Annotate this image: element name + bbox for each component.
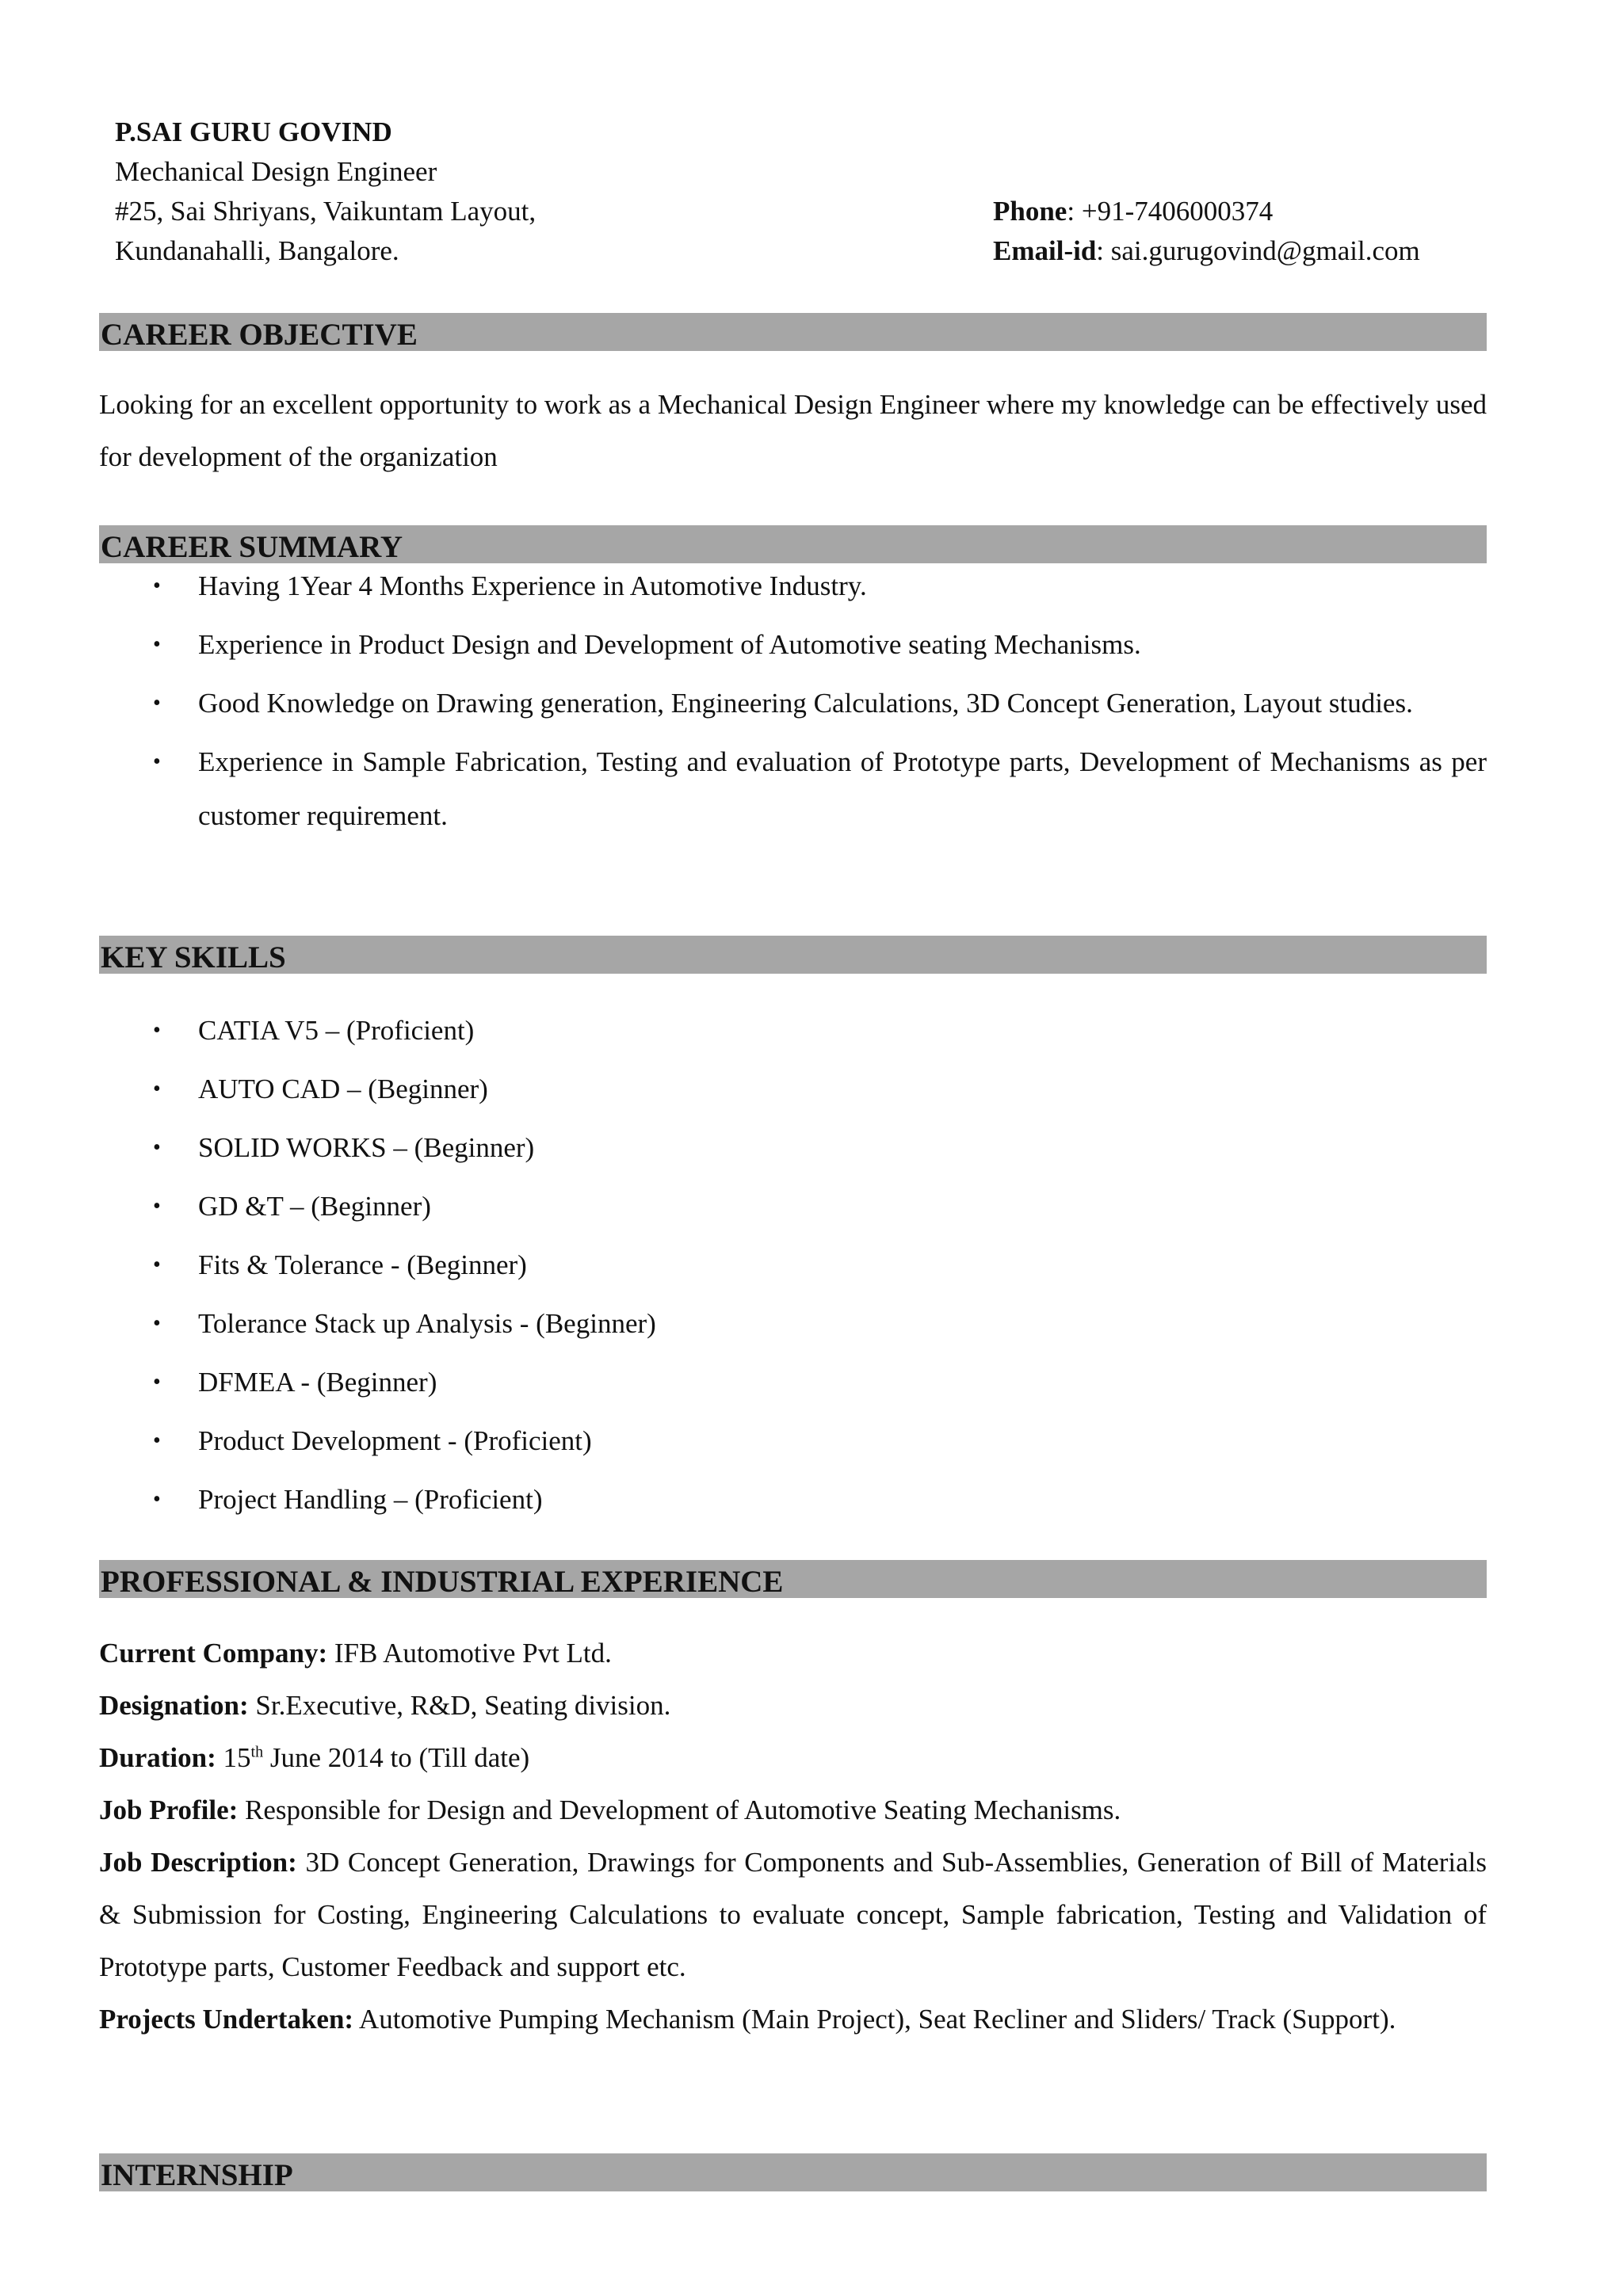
skill-text: DFMEA - (Beginner) (198, 1367, 437, 1398)
summary-text: Experience in Product Design and Development of Automotive seating Mechanisms. (198, 629, 1141, 660)
list-item (99, 618, 1487, 672)
duration-line (99, 1732, 1487, 1784)
duration-day: 15 (216, 1742, 251, 1773)
bullet-icon: • (153, 749, 161, 774)
duration-suffix: th (250, 1743, 264, 1761)
bullet-icon: • (153, 1370, 161, 1394)
key-skills-list (99, 1001, 1487, 1529)
bullet-icon: • (153, 1428, 161, 1453)
career-summary-list (99, 559, 1487, 848)
duration-rest: June 2014 to (Till date) (263, 1742, 530, 1773)
job-description-value: 3D Concept Generation, Drawings for Components and Sub-Assemblies, Generation of Bill of Materials & Submission for Costing, Engineering Calculations to evaluate concept, Sample fabrication, Testing and Validation of Prototype parts, Customer Feedback and support etc. (99, 1847, 1487, 1982)
skill-text: SOLID WORKS – (Beginner) (198, 1132, 535, 1163)
list-item (99, 1412, 1487, 1470)
duration-label: Duration: (99, 1742, 216, 1773)
career-summary-heading: CAREER SUMMARY (99, 525, 1487, 563)
address-line-1: #25, Sai Shriyans, Vaikuntam Layout, (115, 196, 537, 227)
career-objective-text: Looking for an excellent opportunity to work as a Mechanical Design Engineer where my knowledge can be effectively used for development of the organization (99, 389, 1487, 472)
address-line-2: Kundanahalli, Bangalore. (115, 235, 399, 266)
list-item (99, 735, 1487, 843)
skill-text: AUTO CAD – (Beginner) (198, 1074, 488, 1104)
designation-value: Sr.Executive, R&D, Seating division. (248, 1690, 671, 1721)
designation-label: Designation: (99, 1690, 249, 1721)
summary-text: Experience in Sample Fabrication, Testing and evaluation of Prototype parts, Development of Mechanisms as per customer requirement. (198, 746, 1487, 831)
bullet-icon: • (153, 1311, 161, 1336)
email-label: Email-id (993, 235, 1097, 266)
bullet-icon: • (153, 574, 161, 598)
skill-text: Fits & Tolerance - (Beginner) (198, 1249, 527, 1280)
phone-line (993, 192, 1273, 231)
projects-label: Projects Undertaken: (99, 2004, 354, 2035)
skill-text: GD &T – (Beginner) (198, 1191, 431, 1222)
skill-text: Project Handling – (Proficient) (198, 1484, 543, 1515)
job-profile-label: Job Profile: (99, 1794, 239, 1825)
bullet-icon: • (153, 1135, 161, 1160)
job-profile-line (99, 1784, 1487, 1836)
bullet-icon: • (153, 1194, 161, 1219)
phone-label: Phone (993, 196, 1067, 227)
list-item (99, 1119, 1487, 1177)
bullet-icon: • (153, 691, 161, 715)
resume-header (115, 113, 1494, 271)
bullet-icon: • (153, 1487, 161, 1512)
company-value: IFB Automotive Pvt Ltd. (327, 1638, 612, 1669)
candidate-name: P.SAI GURU GOVIND (115, 116, 392, 147)
bullet-icon: • (153, 1253, 161, 1277)
skill-text: CATIA V5 – (Proficient) (198, 1015, 475, 1046)
experience-details (99, 1627, 1487, 2046)
list-item (99, 677, 1487, 730)
bullet-icon: • (153, 632, 161, 657)
candidate-title: Mechanical Design Engineer (115, 156, 437, 187)
key-skills-heading: KEY SKILLS (99, 936, 1487, 974)
email-line (993, 231, 1420, 271)
list-item (99, 1060, 1487, 1119)
list-item (99, 1353, 1487, 1412)
job-profile-value: Responsible for Design and Development of Automotive Seating Mechanisms. (238, 1794, 1121, 1825)
bullet-icon: • (153, 1077, 161, 1101)
phone-value: : +91-7406000374 (1067, 196, 1274, 227)
email-value: : sai.gurugovind@gmail.com (1096, 235, 1420, 266)
list-item (99, 1470, 1487, 1529)
summary-text: Having 1Year 4 Months Experience in Automotive Industry. (198, 570, 867, 601)
company-line (99, 1627, 1487, 1680)
list-item (99, 1177, 1487, 1236)
list-item (99, 559, 1487, 613)
career-objective-heading: CAREER OBJECTIVE (99, 313, 1487, 351)
list-item (99, 1236, 1487, 1295)
job-description-line (99, 1836, 1487, 1993)
list-item (99, 1295, 1487, 1353)
projects-value: Automotive Pumping Mechanism (Main Project), Seat Recliner and Sliders/ Track (Support). (353, 2004, 1396, 2035)
experience-heading: PROFESSIONAL & INDUSTRIAL EXPERIENCE (99, 1560, 1487, 1598)
internship-heading: INTERNSHIP (99, 2153, 1487, 2191)
skill-text: Product Development - (Proficient) (198, 1425, 592, 1456)
projects-line (99, 1993, 1487, 2046)
summary-text: Good Knowledge on Drawing generation, Engineering Calculations, 3D Concept Generation, Layout studies. (198, 688, 1413, 719)
designation-line (99, 1680, 1487, 1732)
company-label: Current Company: (99, 1638, 328, 1669)
header-row-2 (115, 231, 1494, 271)
skill-text: Tolerance Stack up Analysis - (Beginner) (198, 1308, 656, 1339)
list-item (99, 1001, 1487, 1060)
header-row-1 (115, 192, 1494, 231)
bullet-icon: • (153, 1018, 161, 1043)
job-description-label: Job Description: (99, 1847, 297, 1878)
